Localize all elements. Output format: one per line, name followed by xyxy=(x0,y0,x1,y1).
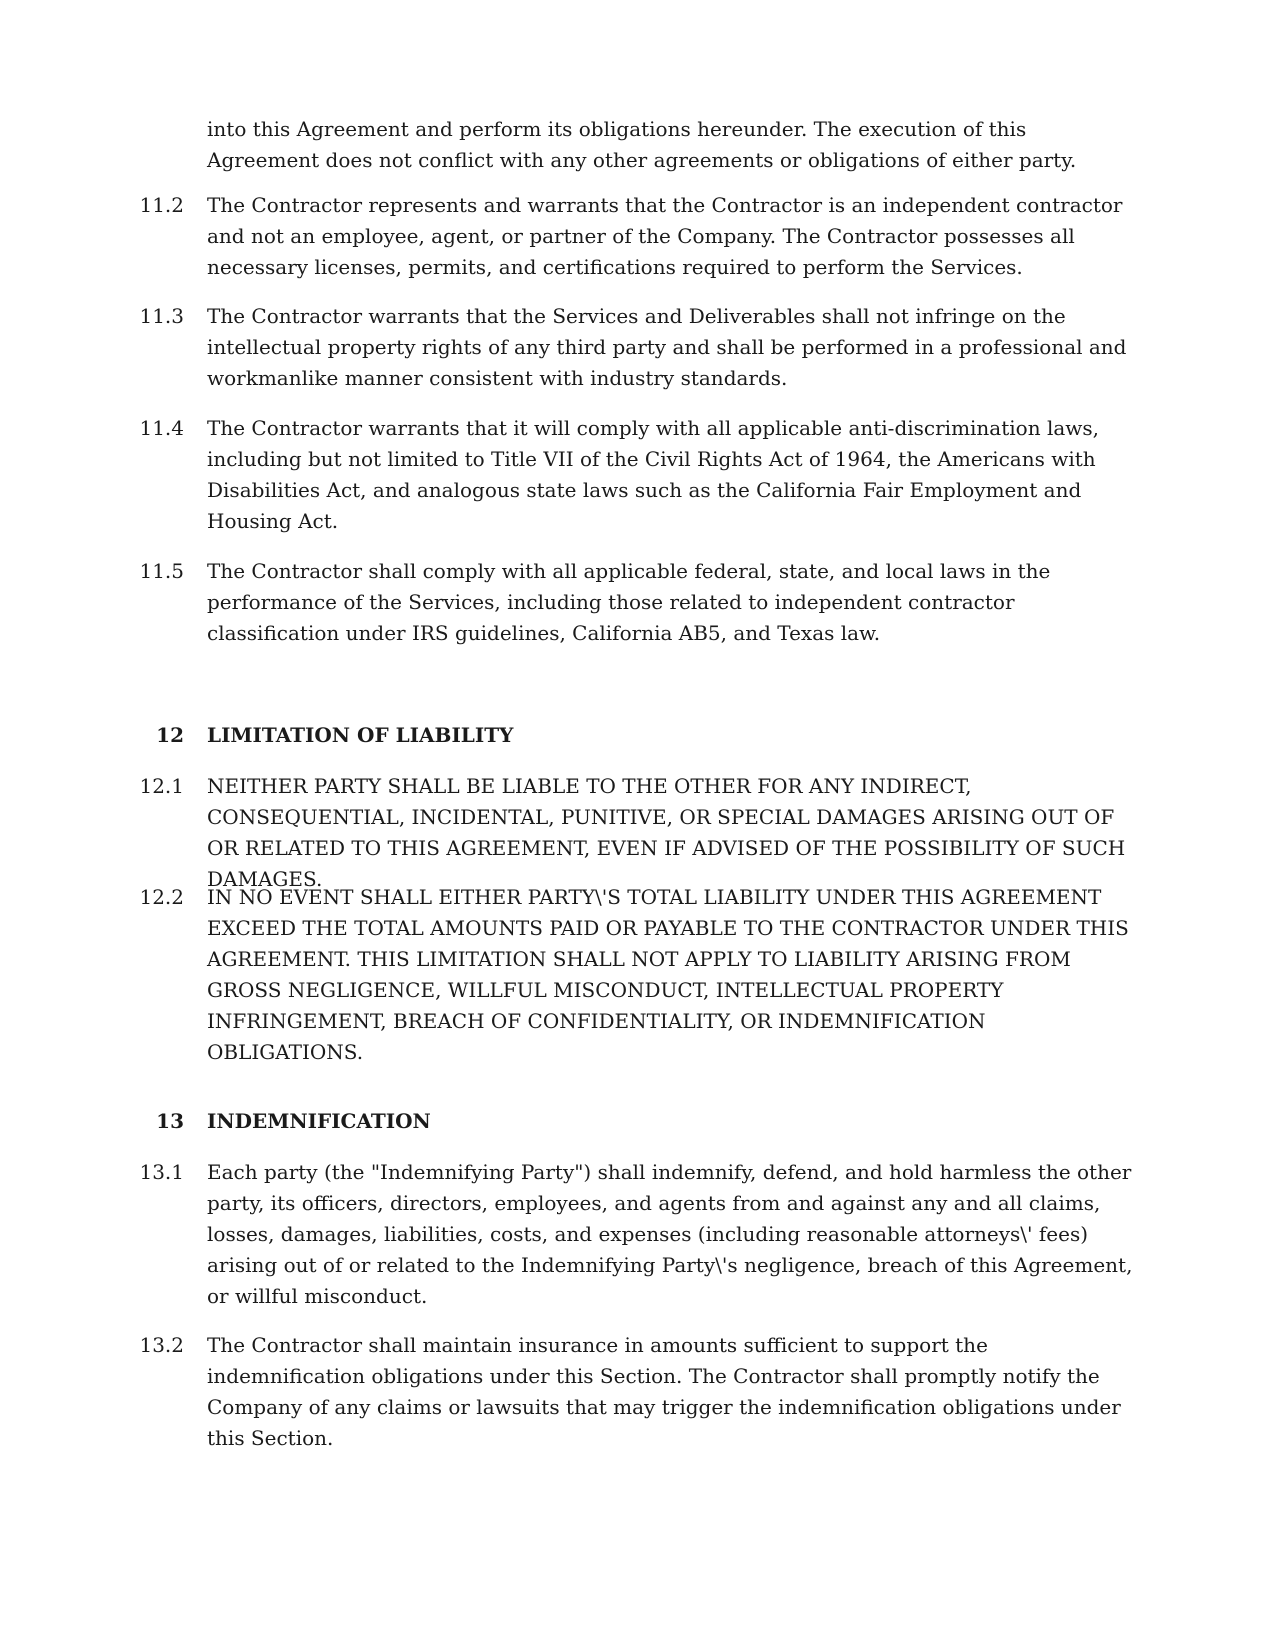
clause-text: The Contractor warrants that the Services and Deliverables shall not infringe on the intellectual property rights of any third party and shall be performed in a professional and workmanlike manner consistent with industry standards. xyxy=(207,304,1127,390)
clause-number: 11.2 xyxy=(139,193,184,217)
clause-number: 11.3 xyxy=(139,304,184,328)
clause-number: 13.1 xyxy=(139,1160,184,1184)
clause-text: Each party (the "Indemnifying Party") shall indemnify, defend, and hold harmless the other party, its officers, directors, employees, and agents from and against any and all claims, losses, damages, liabilities, costs, and expenses (including reasonable attorneys\' fees) arising out of or related to the Indemnifying Party\'s negligence, breach of this Agreement, or willful misconduct. xyxy=(207,1160,1133,1308)
clause-number: 12.2 xyxy=(139,885,184,909)
clause-text: The Contractor represents and warrants that the Contractor is an independent contractor and not an employee, agent, or partner of the Company. The Contractor possesses all necessary licenses, permits, and certifications required to perform the Services. xyxy=(207,193,1123,279)
clause-text: NEITHER PARTY SHALL BE LIABLE TO THE OTHER FOR ANY INDIRECT, CONSEQUENTIAL, INCIDENTAL, PUNITIVE, OR SPECIAL DAMAGES ARISING OUT OF OR RELATED TO THIS AGREEMENT, EVEN IF ADVISED OF THE POSSIBILITY OF SUCH DAMAGES. xyxy=(207,774,1126,891)
clause-number: 11.4 xyxy=(139,416,184,440)
clause-text: IN NO EVENT SHALL EITHER PARTY\'S TOTAL LIABILITY UNDER THIS AGREEMENT EXCEED THE TOTAL AMOUNTS PAID OR PAYABLE TO THE CONTRACTOR UNDER THIS AGREEMENT. THIS LIMITATION SHALL NOT APPLY TO LIABILITY ARISING FROM GROSS NEGLIGENCE, WILLFUL MISCONDUCT, INTELLECTUAL PROPERTY INFRINGEMENT, BREACH OF CONFIDENTIALITY, OR INDEMNIFICATION OBLIGATIONS. xyxy=(207,885,1129,1064)
clause-text: The Contractor warrants that it will comply with all applicable anti-discrimination laws, including but not limited to Title VII of the Civil Rights Act of 1964, the Americans with Disabilities Act, and analogous state laws such as the California Fair Employment and Housing Act. xyxy=(207,416,1100,533)
clause-number: 13.2 xyxy=(139,1333,184,1357)
clause-text: The Contractor shall comply with all applicable federal, state, and local laws in the performance of the Services, including those related to independent contractor classification under IRS guidelines, California AB5, and Texas law. xyxy=(207,559,1051,645)
clause-number: 12.1 xyxy=(139,774,184,798)
section-number: 12 xyxy=(156,723,184,747)
continuation-paragraph: into this Agreement and perform its obligations hereunder. The execution of this Agreement does not conflict with any other agreements or obligations of either party. xyxy=(207,117,1077,172)
section-number: 13 xyxy=(156,1109,184,1133)
section-title: LIMITATION OF LIABILITY xyxy=(207,723,514,747)
clause-number: 11.5 xyxy=(139,559,184,583)
clause-text: The Contractor shall maintain insurance in amounts sufficient to support the indemnification obligations under this Section. The Contractor shall promptly notify the Company of any claims or lawsuits that may trigger the indemnification obligations under this Section. xyxy=(207,1333,1121,1450)
section-title: INDEMNIFICATION xyxy=(207,1109,431,1133)
